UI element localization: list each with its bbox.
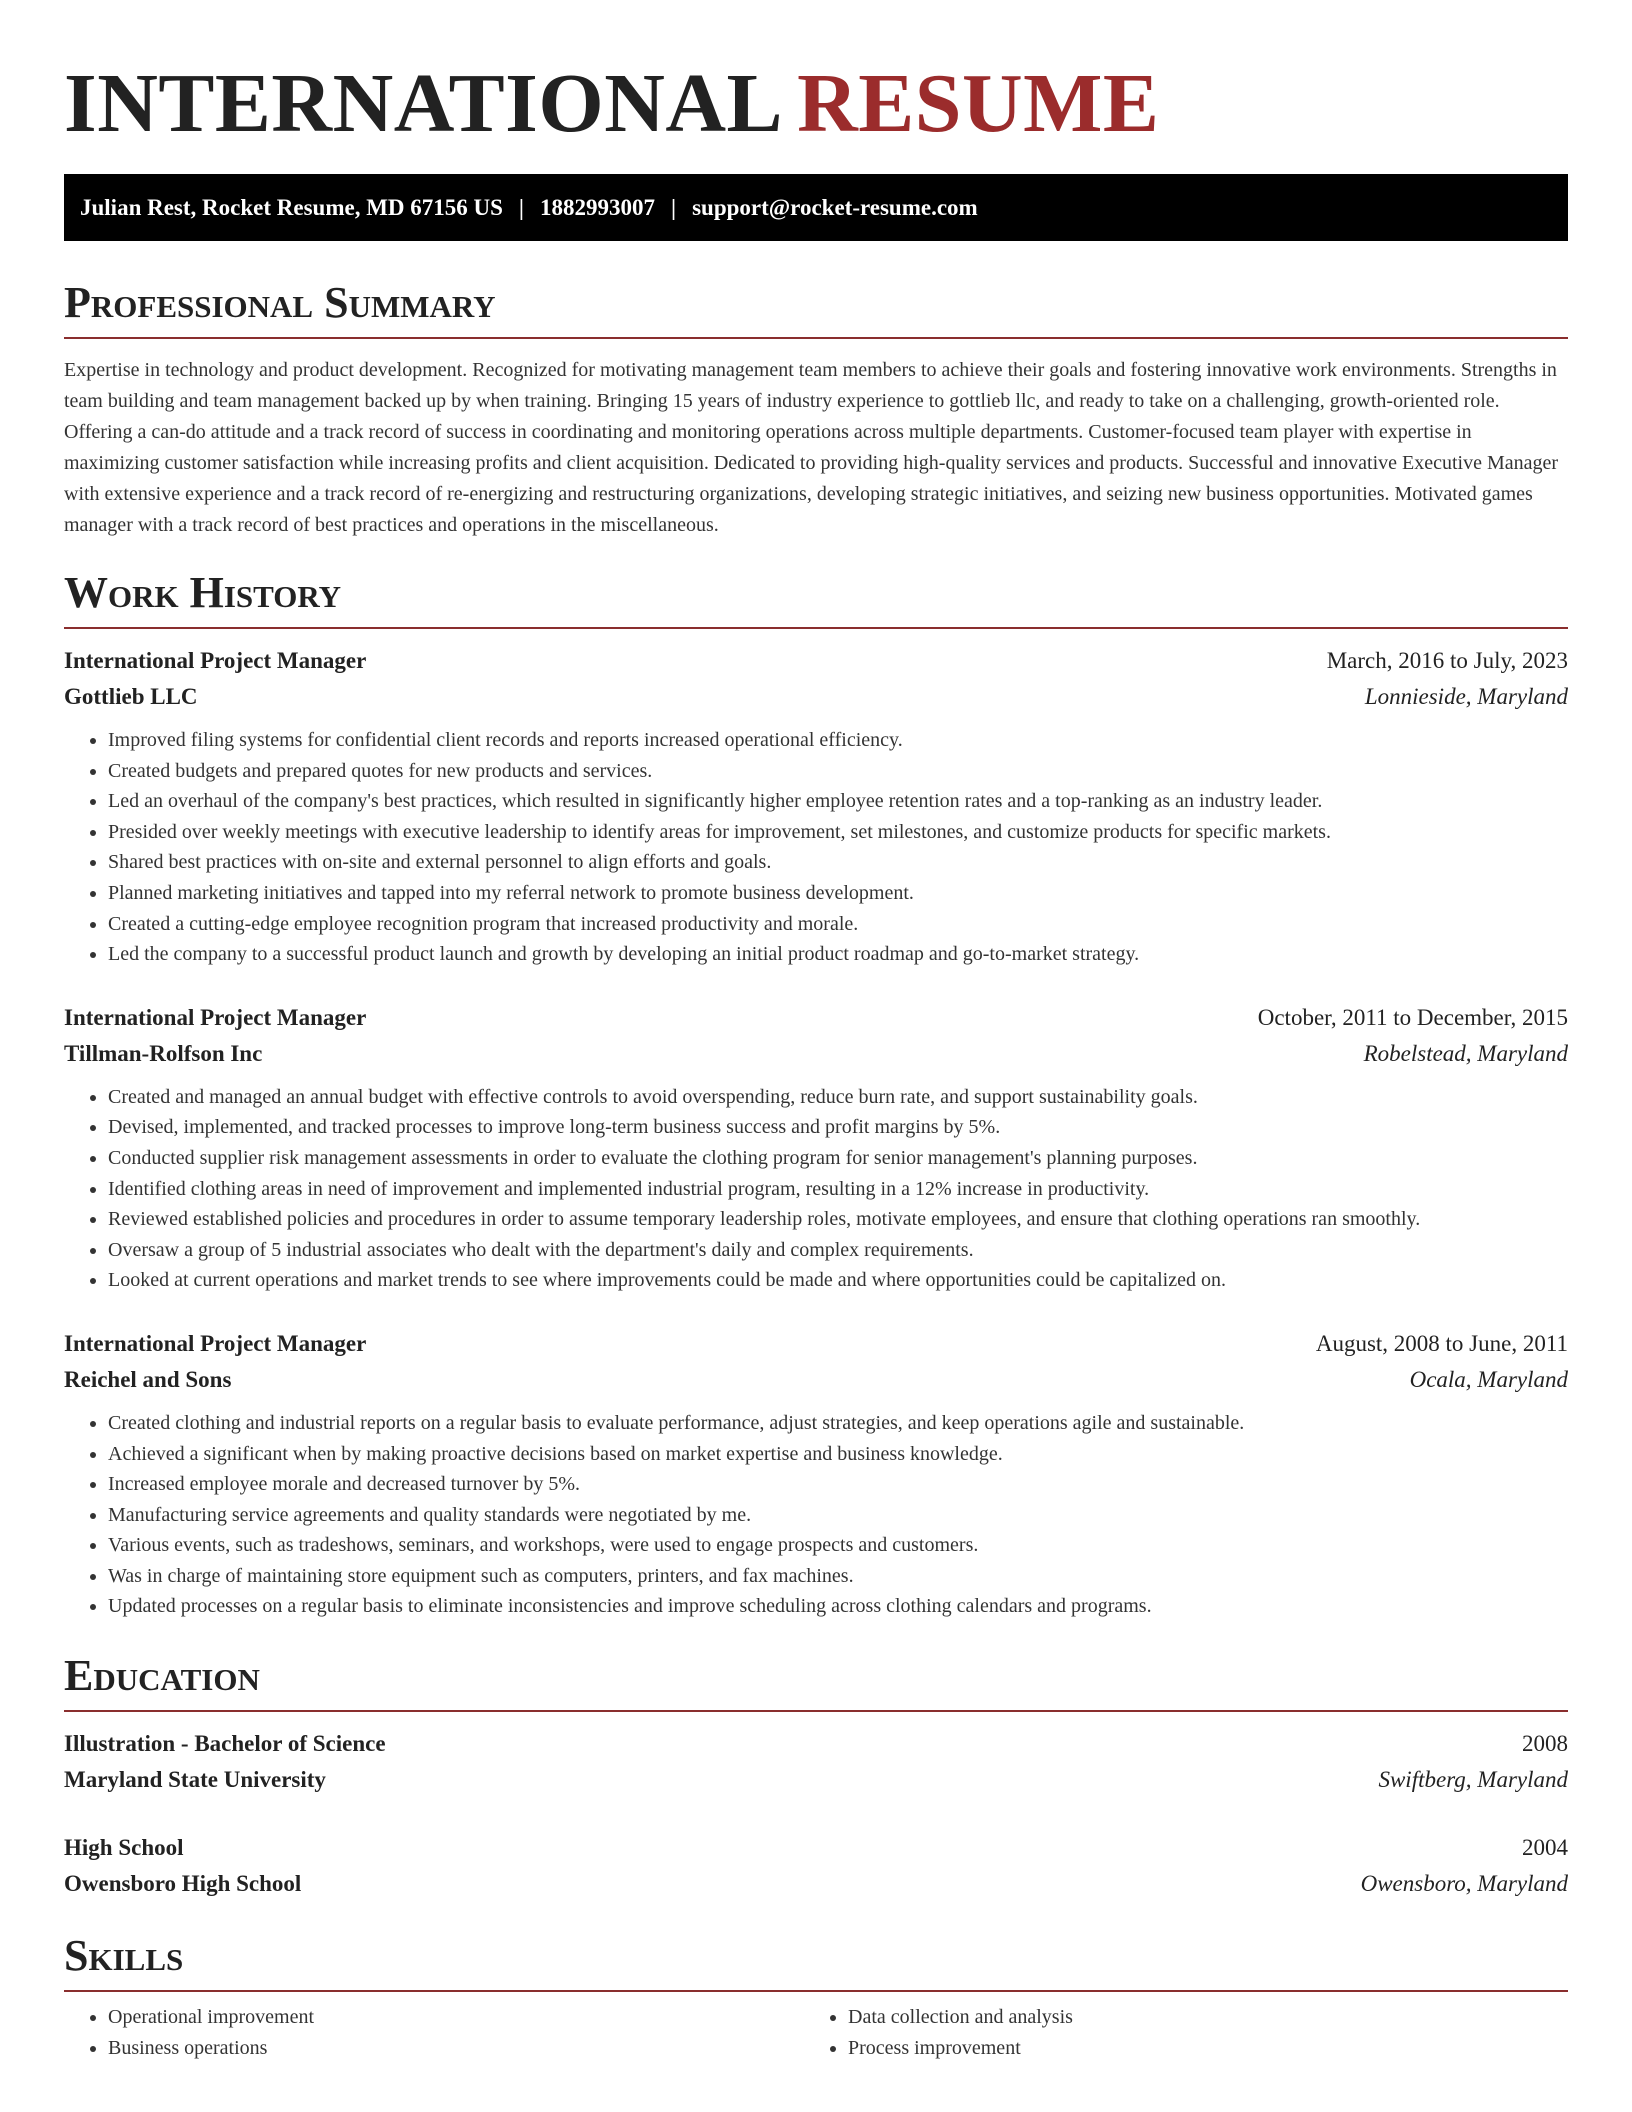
list-item: • Various events, such as tradeshows, seminars, and workshops, were used to engage prospects and customers. xyxy=(108,1530,1568,1561)
job-company: Tillman-Rolfson Inc xyxy=(64,1040,263,1066)
list-item: • Conducted supplier risk management assessments in order to evaluate the clothing program for senior management's planning purposes. xyxy=(108,1143,1568,1174)
job-dates: August, 2008 to June, 2011 xyxy=(1315,1330,1568,1356)
job-company: Gottlieb LLC xyxy=(64,684,198,709)
education-degree-row xyxy=(64,1726,1568,1762)
list-item: • Increased employee morale and decreased turnover by 5%. xyxy=(108,1469,1568,1500)
job-title: International Project Manager xyxy=(64,1004,367,1030)
education-year: 2008 xyxy=(1522,1731,1568,1757)
work-heading: Work History xyxy=(64,567,1568,629)
job-bullets xyxy=(64,725,1568,970)
education-heading: Education xyxy=(64,1650,1568,1712)
education-entry xyxy=(64,1726,1568,1798)
skills-list-right xyxy=(804,2002,1544,2063)
list-item: • Led an overhaul of the company's best practices, which resulted in significantly higher employee retention rates and a top-ranking as an industry leader. xyxy=(108,786,1568,817)
contact-bar xyxy=(64,174,1568,241)
contact-address: Julian Rest, Rocket Resume, MD 67156 US xyxy=(80,194,503,220)
title-resume: RESUME xyxy=(797,57,1160,150)
summary-text: Expertise in technology and product development. Recognized for motivating management team members to achieve their goals and fostering innovative work environments. Strengths in team building and team management backed up by when training. Bringing 15 years of industry experience to gottlieb llc, and ready to take on a challenging, growth-oriented role. Offering a can-do attitude and a track record of success in coordinating and monitoring operations across multiple departments. Customer-focused team player with expertise in maximizing customer satisfaction while increasing profits and client acquisition. Dedicated to providing high-quality services and products. Successful and innovative Executive Manager with extensive experience and a track record of re-energizing and restructuring organizations, developing strategic initiatives, and seizing new business opportunities. Motivated games manager with a track record of best practices and operations in the miscellaneous. xyxy=(64,359,1559,536)
summary-heading: Professional Summary xyxy=(64,277,1568,339)
job-header-row xyxy=(64,1000,1568,1036)
job-title: International Project Manager xyxy=(64,648,367,673)
skills-section xyxy=(64,1930,1568,2063)
job-location: Robelstead, Maryland xyxy=(1363,1040,1568,1066)
education-degree: High School xyxy=(64,1835,184,1861)
education-section xyxy=(64,1650,1568,1902)
list-item: • Data collection and analysis xyxy=(848,2002,1544,2033)
job-location: Ocala, Maryland xyxy=(1409,1366,1568,1392)
job-company-row xyxy=(64,1362,1568,1398)
list-item: • Led the company to a successful product launch and growth by developing an initial product roadmap and go-to-market strategy. xyxy=(108,939,1568,970)
education-location: Owensboro, Maryland xyxy=(1360,1871,1568,1897)
education-degree-row xyxy=(64,1830,1568,1866)
job-company-row xyxy=(64,1036,1568,1072)
list-item: • Achieved a significant when by making proactive decisions based on market expertise and business knowledge. xyxy=(108,1439,1568,1470)
resume-title xyxy=(64,0,1568,150)
contact-phone[interactable]: 1882993007 xyxy=(540,194,655,220)
list-item: • Looked at current operations and market trends to see where improvements could be made and where opportunities could be capitalized on. xyxy=(108,1265,1568,1296)
list-item: • Created a cutting-edge employee recognition program that increased productivity and morale. xyxy=(108,909,1568,940)
list-item: • Process improvement xyxy=(848,2033,1544,2064)
title-international: INTERNATIONAL xyxy=(64,57,784,150)
list-item: • Presided over weekly meetings with executive leadership to identify areas for improvement, set milestones, and customize products for specific markets. xyxy=(108,817,1568,848)
education-location: Swiftberg, Maryland xyxy=(1378,1767,1568,1793)
skills-heading: Skills xyxy=(64,1930,1568,1992)
resume-page xyxy=(64,0,1568,2063)
list-item: • Created and managed an annual budget with effective controls to avoid overspending, reduce burn rate, and support sustainability goals. xyxy=(108,1082,1568,1113)
education-school: Maryland State University xyxy=(64,1767,326,1793)
list-item: • Planned marketing initiatives and tapped into my referral network to promote business development. xyxy=(108,878,1568,909)
work-section xyxy=(64,567,1568,1622)
list-item: • Business operations xyxy=(108,2033,804,2064)
contact-separator: | xyxy=(671,194,677,220)
job-title: International Project Manager xyxy=(64,1330,367,1356)
job-entry xyxy=(64,1326,1568,1622)
job-bullets xyxy=(64,1082,1568,1296)
list-item: • Manufacturing service agreements and quality standards were negotiated by me. xyxy=(108,1500,1568,1531)
list-item: • Improved filing systems for confidential client records and reports increased operational efficiency. xyxy=(108,725,1568,756)
job-entry xyxy=(64,643,1568,970)
education-year: 2004 xyxy=(1522,1835,1568,1861)
skills-list-left xyxy=(64,2002,804,2063)
education-school-row xyxy=(64,1762,1568,1798)
contact-separator: | xyxy=(518,194,524,220)
list-item: • Created clothing and industrial reports on a regular basis to evaluate performance, adjust strategies, and keep operations agile and sustainable. xyxy=(108,1408,1568,1439)
list-item: • Created budgets and prepared quotes for new products and services. xyxy=(108,756,1568,787)
list-item: • Reviewed established policies and procedures in order to assume temporary leadership roles, motivate employees, and ensure that clothing operations ran smoothly. xyxy=(108,1204,1568,1235)
job-company-row xyxy=(64,679,1568,715)
job-dates: March, 2016 to July, 2023 xyxy=(1326,648,1568,673)
job-company: Reichel and Sons xyxy=(64,1366,232,1392)
education-entry xyxy=(64,1830,1568,1902)
list-item: • Identified clothing areas in need of improvement and implemented industrial program, resulting in a 12% increase in productivity. xyxy=(108,1174,1568,1205)
list-item: • Operational improvement xyxy=(108,2002,804,2033)
job-dates: October, 2011 to December, 2015 xyxy=(1257,1004,1568,1030)
job-header-row xyxy=(64,1326,1568,1362)
job-bullets xyxy=(64,1408,1568,1622)
contact-email[interactable]: support@rocket-resume.com xyxy=(692,194,978,220)
job-location: Lonnieside, Maryland xyxy=(1364,684,1568,709)
skills-columns xyxy=(64,1992,1568,2063)
list-item: • Updated processes on a regular basis to eliminate inconsistencies and improve scheduling across clothing calendars and programs. xyxy=(108,1591,1568,1622)
education-degree: Illustration - Bachelor of Science xyxy=(64,1731,386,1757)
job-header-row xyxy=(64,643,1568,679)
job-entry xyxy=(64,1000,1568,1296)
list-item: • Shared best practices with on-site and external personnel to align efforts and goals. xyxy=(108,847,1568,878)
list-item: • Oversaw a group of 5 industrial associates who dealt with the department's daily and complex requirements. xyxy=(108,1235,1568,1266)
list-item: • Was in charge of maintaining store equipment such as computers, printers, and fax machines. xyxy=(108,1561,1568,1592)
education-school-row xyxy=(64,1866,1568,1902)
education-school: Owensboro High School xyxy=(64,1871,302,1897)
summary-section xyxy=(64,277,1568,541)
list-item: • Devised, implemented, and tracked processes to improve long-term business success and profit margins by 5%. xyxy=(108,1112,1568,1143)
